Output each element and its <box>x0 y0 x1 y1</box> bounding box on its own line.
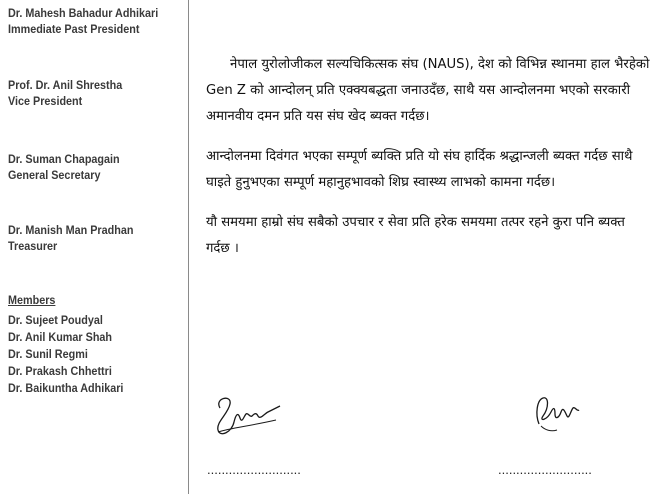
signature-left-image <box>210 388 282 444</box>
paragraph-text: नेपाल युरोलोजीकल सल्यचिकित्सक संघ (NAUS), देश को विभिन्न स्थानमा हाल भैरहेको Gen Z को आन्दोलन् प्रति एक्क्यबद्धता जनाउदँछ, साथै यस आन्दोलनमा भएको सरकारी अमानवीय दमन प्रति यस संघ खेद ब्यक्त गर्दछ। <box>206 57 650 124</box>
member-name: Dr. Prakash Chhettri <box>8 364 112 378</box>
officer-name: Dr. Manish Man Pradhan <box>8 223 134 237</box>
statement-paragraph-2 <box>206 144 651 196</box>
officer-title: Vice President <box>8 94 83 108</box>
paragraph-text: यौ समयमा हाम्रो संघ सबैको उपचार र सेवा प्रति हरेक समयमा तत्पर रहने कुरा पनि ब्यक्त गर्दछ । <box>206 215 625 256</box>
signature-line-right: .......................... <box>498 462 592 477</box>
officer-vice-president <box>8 77 122 109</box>
officer-past-president <box>8 5 158 37</box>
member-name: Dr. Sunil Regmi <box>8 347 88 361</box>
statement-paragraph-3 <box>206 210 651 262</box>
statement-paragraph-1 <box>206 52 651 130</box>
officer-name: Dr. Suman Chapagain <box>8 152 120 166</box>
paragraph-text: आन्दोलनमा दिवंगत भएका सम्पूर्ण ब्यक्ति प्रति यो संघ हार्दिक श्रद्धान्जली ब्यक्त गर्दछ साथै घाइते हुनुभएका सम्पूर्ण महानुहभावको शिघ्र स्वास्थ्य लाभको कामना गर्दछ। <box>206 149 633 190</box>
officer-title: Treasurer <box>8 239 58 253</box>
officer-title: General Secretary <box>8 168 101 182</box>
member-name: Dr. Sujeet Poudyal <box>8 313 103 327</box>
members-heading: Members <box>8 293 56 307</box>
member-name: Dr. Anil Kumar Shah <box>8 330 113 344</box>
officer-title: Immediate Past President <box>8 22 140 36</box>
officer-treasurer <box>8 222 133 254</box>
officer-name: Prof. Dr. Anil Shrestha <box>8 78 123 92</box>
members-list <box>8 312 123 397</box>
statement-body <box>206 52 651 276</box>
member-name: Dr. Baikuntha Adhikari <box>8 381 124 395</box>
officer-name: Dr. Mahesh Bahadur Adhikari <box>8 6 159 20</box>
vertical-divider <box>188 0 189 494</box>
officer-general-secretary <box>8 151 120 183</box>
signature-right-image <box>525 390 585 440</box>
signature-line-left: .......................... <box>207 462 301 477</box>
sidebar <box>0 0 188 494</box>
